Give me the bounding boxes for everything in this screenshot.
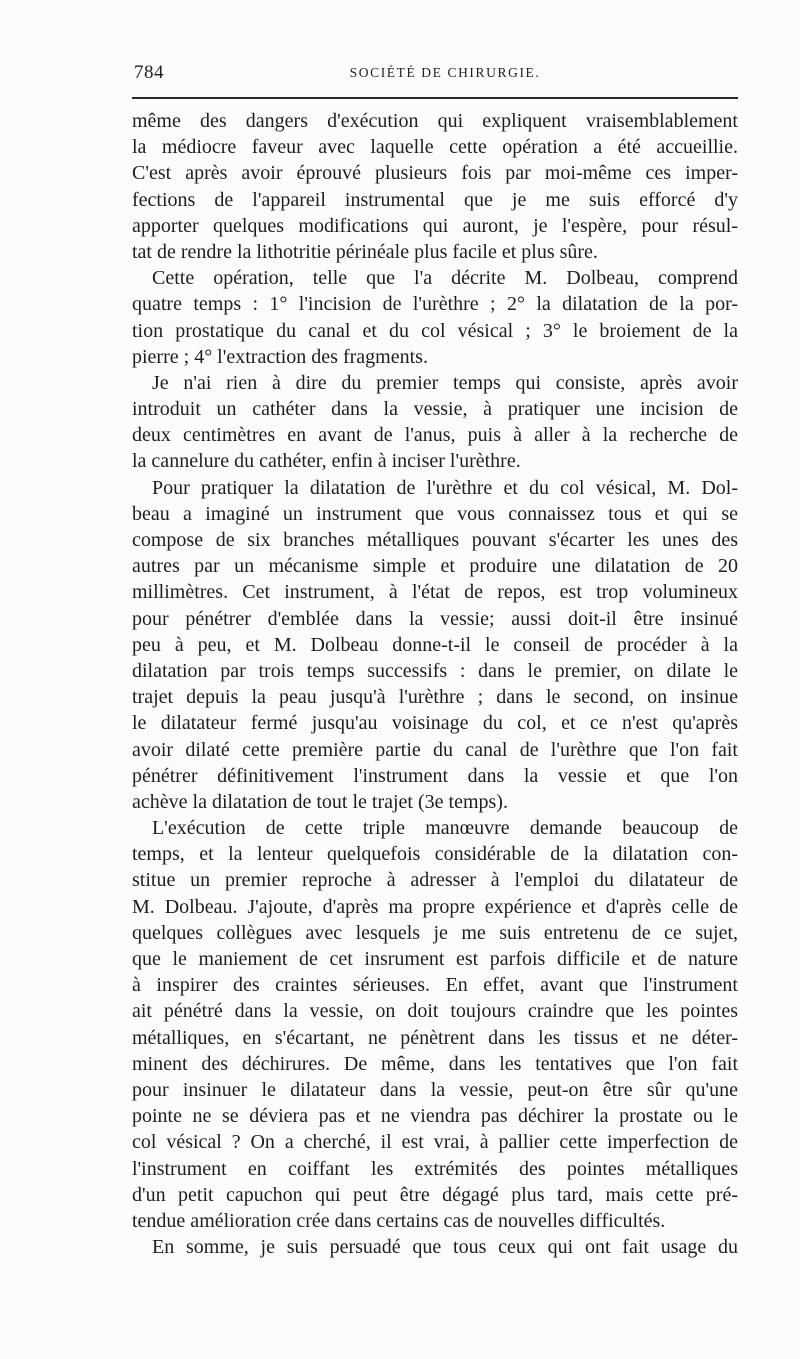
text-line: En somme, je suis persuadé que tous ceux qui ont fait usage du bbox=[152, 1236, 738, 1259]
text-line: la médiocre faveur avec laquelle cette opération a été accueillie. bbox=[132, 136, 738, 159]
text-line: beau a imaginé un instrument que vous connaissez tous et qui se bbox=[132, 502, 738, 525]
text-line: tat de rendre la lithotritie périnéale plus facile et plus sûre. bbox=[132, 240, 598, 263]
text-line: ait pénétré dans la vessie, on doit toujours craindre que les pointes bbox=[132, 1000, 738, 1023]
text-line: Cette opération, telle que l'a décrite M. Dolbeau, comprend bbox=[152, 267, 738, 290]
text-line: introduit un cathéter dans la vessie, à pratiquer une incision de bbox=[132, 398, 738, 421]
text-line: deux centimètres en avant de l'anus, puis à aller à la recherche de bbox=[132, 424, 738, 447]
running-title: SOCIÉTÉ DE CHIRURGIE. bbox=[349, 65, 541, 80]
text-line: que le maniement de cet insrument est parfois difficile et de nature bbox=[132, 948, 738, 970]
text-line: col vésical ? On a cherché, il est vrai, à pallier cette imperfection de bbox=[132, 1131, 738, 1154]
text-line: L'exécution de cette triple manœuvre demande beaucoup de bbox=[152, 817, 738, 840]
text-line: pointe ne se déviera pas et ne viendra pas déchirer la prostate ou le bbox=[132, 1105, 738, 1128]
text-line: à inspirer des craintes sérieuses. En effet, avant que l'instrument bbox=[132, 974, 738, 997]
text-line: quatre temps : 1° l'incision de l'urèthre ; 2° la dilatation de la por- bbox=[132, 293, 738, 316]
text-line: stitue un premier reproche à adresser à l'emploi du dilatateur de bbox=[132, 869, 738, 892]
text-line: autres par un mécanisme simple et produire une dilatation de 20 bbox=[132, 555, 738, 578]
text-line: pour pénétrer d'emblée dans la vessie; aussi doit-il être insinué bbox=[132, 607, 738, 630]
text-line: apporter quelques modifications qui auront, je l'espère, pour résul- bbox=[132, 214, 738, 237]
text-line: métalliques, en s'écartant, ne pénètrent dans les tissus et ne déter- bbox=[132, 1026, 738, 1049]
text-line: dilatation par trois temps successifs : dans le premier, on dilate le bbox=[132, 659, 738, 682]
header-rule bbox=[132, 97, 738, 99]
text-line: compose de six branches métalliques pouvant s'écarter les unes des bbox=[132, 529, 738, 551]
page-number: 784 bbox=[134, 62, 164, 83]
text-line: pierre ; 4° l'extraction des fragments. bbox=[132, 345, 428, 368]
text-line: C'est après avoir éprouvé plusieurs fois par moi-même ces imper- bbox=[132, 162, 738, 185]
text-line: la cannelure du cathéter, enfin à inciser l'urèthre. bbox=[132, 450, 521, 473]
text-line: le dilatateur fermé jusqu'au voisinage du col, et ce n'est qu'après bbox=[132, 712, 738, 735]
text-line: même des dangers d'exécution qui expliquent vraisemblablement bbox=[132, 110, 738, 132]
text-line: pénétrer définitivement l'instrument dans la vessie et que l'on bbox=[132, 764, 738, 787]
text-line: quelques collègues avec lesquels je me suis entretenu de ce sujet, bbox=[132, 921, 738, 944]
text-line: d'un petit capuchon qui peut être dégagé plus tard, mais cette pré- bbox=[132, 1183, 738, 1206]
text-line: l'instrument en coiffant les extrémités des pointes métalliques bbox=[132, 1157, 738, 1180]
text-line: temps, et la lenteur quelquefois considérable de la dilatation con- bbox=[132, 843, 738, 866]
text-line: trajet depuis la peau jusqu'à l'urèthre ; dans le second, on insinue bbox=[132, 686, 738, 709]
text-line: peu à peu, et M. Dolbeau donne-t-il le conseil de procéder à la bbox=[132, 633, 738, 656]
text-line: M. Dolbeau. J'ajoute, d'après ma propre expérience et d'après celle de bbox=[132, 895, 738, 918]
text-line: avoir dilaté cette première partie du canal de l'urèthre que l'on fait bbox=[132, 738, 738, 761]
text-line: millimètres. Cet instrument, à l'état de repos, est trop volumineux bbox=[132, 581, 738, 604]
text-line: achève la dilatation de tout le trajet (3e temps). bbox=[132, 790, 508, 813]
body-text bbox=[132, 108, 738, 1259]
running-head bbox=[132, 62, 738, 86]
text-line: tendue amélioration crée dans certains cas de nouvelles difficultés. bbox=[132, 1209, 666, 1232]
text-line: Je n'ai rien à dire du premier temps qui consiste, après avoir bbox=[152, 371, 738, 394]
text-line: Pour pratiquer la dilatation de l'urèthre et du col vésical, M. Dol- bbox=[152, 476, 738, 499]
text-line: fections de l'appareil instrumental que je me suis efforcé d'y bbox=[132, 188, 738, 211]
text-line: minent des déchirures. De même, dans les tentatives que l'on fait bbox=[132, 1052, 738, 1075]
text-line: pour insinuer le dilatateur dans la vessie, peut-on être sûr qu'une bbox=[132, 1078, 738, 1101]
text-line: tion prostatique du canal et du col vésical ; 3° le broiement de la bbox=[132, 319, 738, 342]
